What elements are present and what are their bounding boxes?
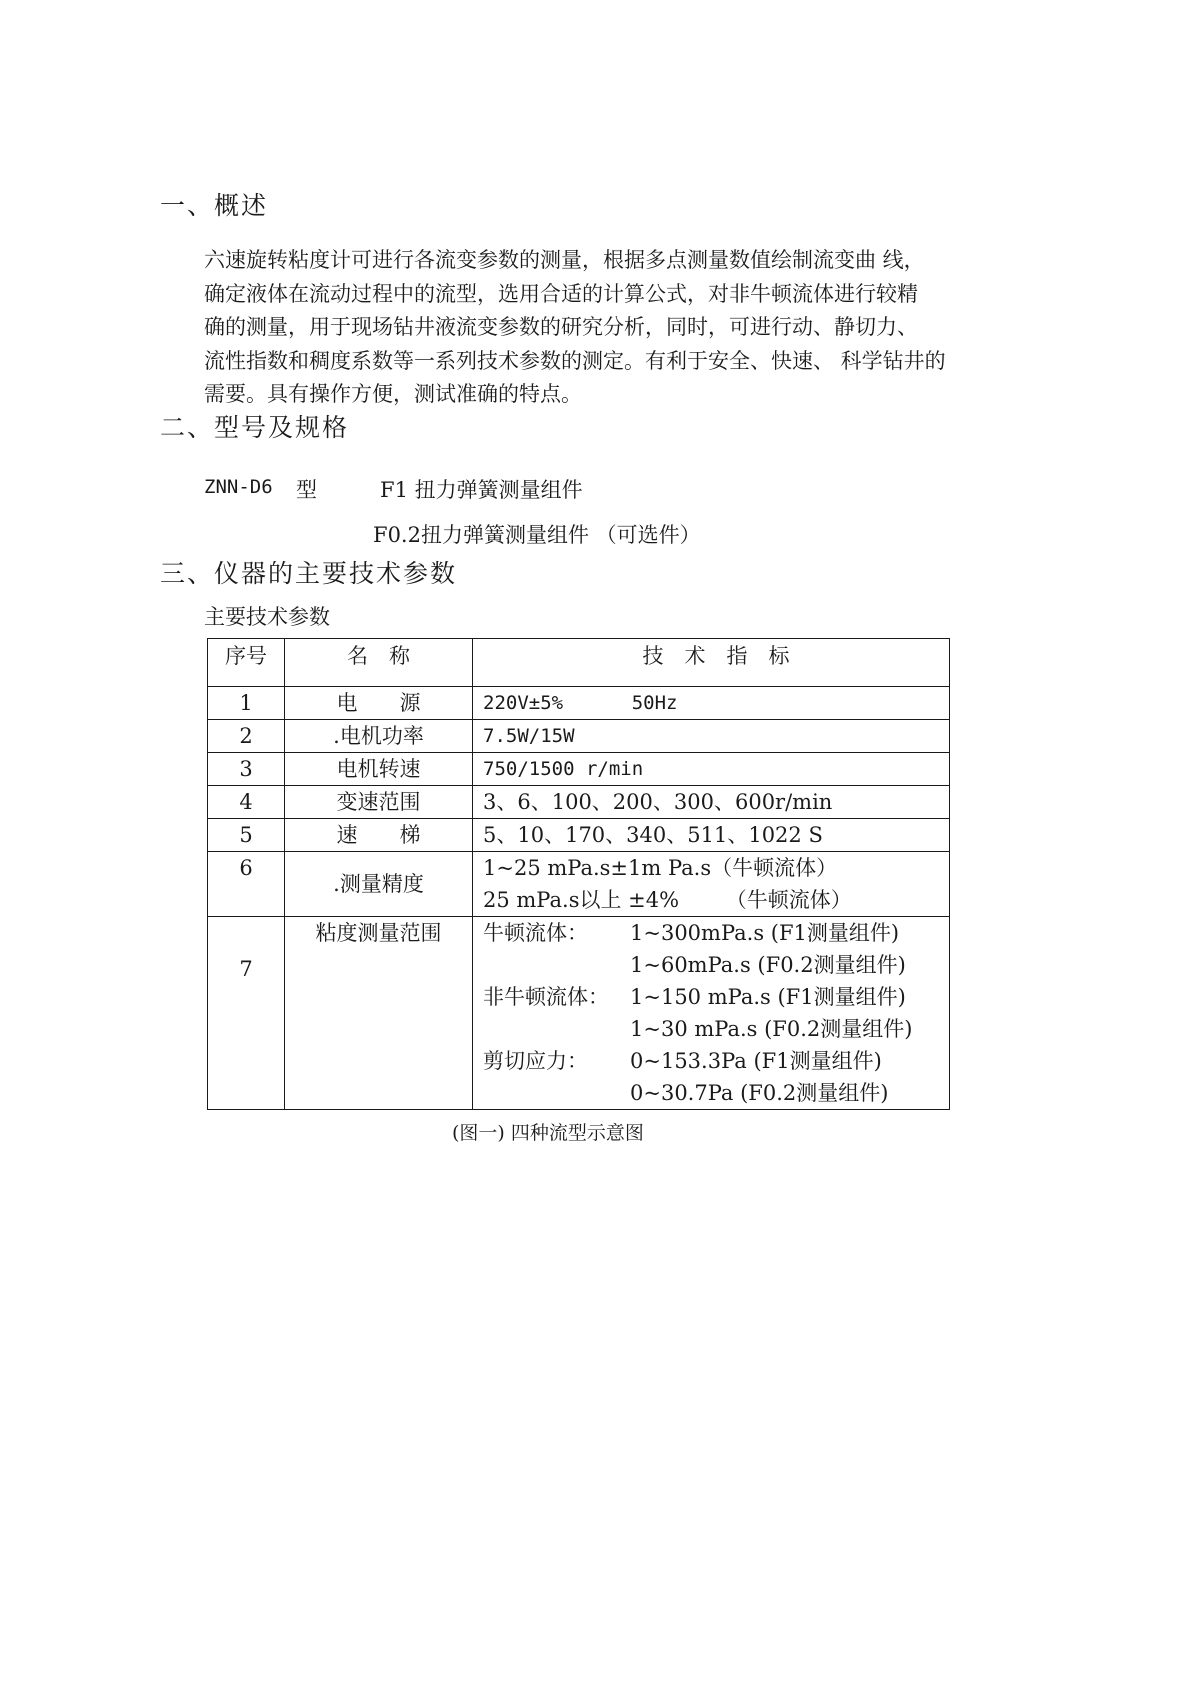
cell-spec: 7.5W/15W <box>473 720 950 753</box>
cell-name: 电 源 <box>285 687 473 720</box>
spec-group-value: 0~30.7Pa (F0.2测量组件) <box>630 1081 889 1105</box>
header-cell-spec: 技 术 指 标 <box>473 639 950 687</box>
table-row <box>208 852 950 917</box>
table-row <box>208 720 950 753</box>
table-row <box>208 786 950 819</box>
cell-no: 1 <box>208 687 285 720</box>
paragraph-line: 流性指数和稠度系数等一系列技术参数的测定。有利于安全、快速、 科学钻井的 <box>204 348 946 373</box>
cell-spec: 5、10、170、340、511、1022 S <box>473 819 950 852</box>
paragraph-line: 确定液体在流动过程中的流型，选用合适的计算公式，对非牛顿流体进行较精 <box>204 281 918 306</box>
table-caption: 主要技术参数 <box>204 605 330 629</box>
paragraph-line: 确的测量，用于现场钻井液流变参数的研究分析，同时，可进行动、静切力、 <box>204 315 918 339</box>
cell-name: .电机功率 <box>285 720 473 753</box>
cell-no: 7 <box>208 917 285 1110</box>
paragraph-line: 六速旋转粘度计可进行各流变参数的测量，根据多点测量数值绘制流变曲 线， <box>204 248 925 272</box>
spec-table <box>207 638 950 1110</box>
table-row <box>208 917 950 1110</box>
figure-caption: (图一) 四种流型示意图 <box>452 1122 644 1144</box>
table-row <box>208 819 950 852</box>
cell-spec: 1~25 mPa.s±1m Pa.s（牛顿流体） 25 mPa.s以上 ±4% （牛顿流体） <box>473 852 950 917</box>
cell-name: 变速范围 <box>285 786 473 819</box>
spec-group-value: 0~153.3Pa (F1测量组件) <box>630 1049 882 1073</box>
section-heading-params: 三、仪器的主要技术参数 <box>160 559 458 588</box>
model-type-label: 型 <box>296 478 317 502</box>
header-cell-no: 序号 <box>208 639 285 687</box>
header-cell-name: 名 称 <box>285 639 473 687</box>
spec-group-value: 1~30 mPa.s (F0.2测量组件) <box>630 1017 913 1041</box>
model-number: ZNN-D6 <box>204 476 273 498</box>
spec-group-label: 非牛顿流体： <box>483 985 609 1009</box>
paragraph-line: 需要。具有操作方便，测试准确的特点。 <box>204 382 582 406</box>
table-row <box>208 753 950 786</box>
section-heading-model: 二、型号及规格 <box>160 413 350 442</box>
cell-name: 速 梯 <box>285 819 473 852</box>
spec-group-value: 1~150 mPa.s (F1测量组件) <box>630 985 906 1009</box>
cell-spec: 3、6、100、200、300、600r/min <box>473 786 950 819</box>
model-option-f02: F0.2扭力弹簧测量组件 （可选件） <box>373 523 701 547</box>
spec-group-label: 牛顿流体： <box>483 921 588 945</box>
overview-paragraph <box>204 244 1044 412</box>
cell-name: 粘度测量范围 <box>285 917 473 1110</box>
cell-no: 2 <box>208 720 285 753</box>
spec-group-label: 剪切应力： <box>483 1049 588 1073</box>
spec-group-value: 1~300mPa.s (F1测量组件) <box>630 921 900 945</box>
cell-no: 5 <box>208 819 285 852</box>
table-row <box>208 687 950 720</box>
cell-spec: 750/1500 r/min <box>473 753 950 786</box>
cell-name: .测量精度 <box>285 852 473 917</box>
cell-spec: 220V±5% 50Hz <box>473 687 950 720</box>
cell-no: 3 <box>208 753 285 786</box>
cell-spec <box>473 917 950 1110</box>
section-heading-overview: 一、概述 <box>160 191 269 220</box>
cell-no: 4 <box>208 786 285 819</box>
spec-group-value: 1~60mPa.s (F0.2测量组件) <box>630 953 906 977</box>
model-option-f1: F1 扭力弹簧测量组件 <box>380 478 583 502</box>
cell-name: 电机转速 <box>285 753 473 786</box>
cell-no: 6 <box>208 852 285 917</box>
table-header-row <box>208 639 950 687</box>
